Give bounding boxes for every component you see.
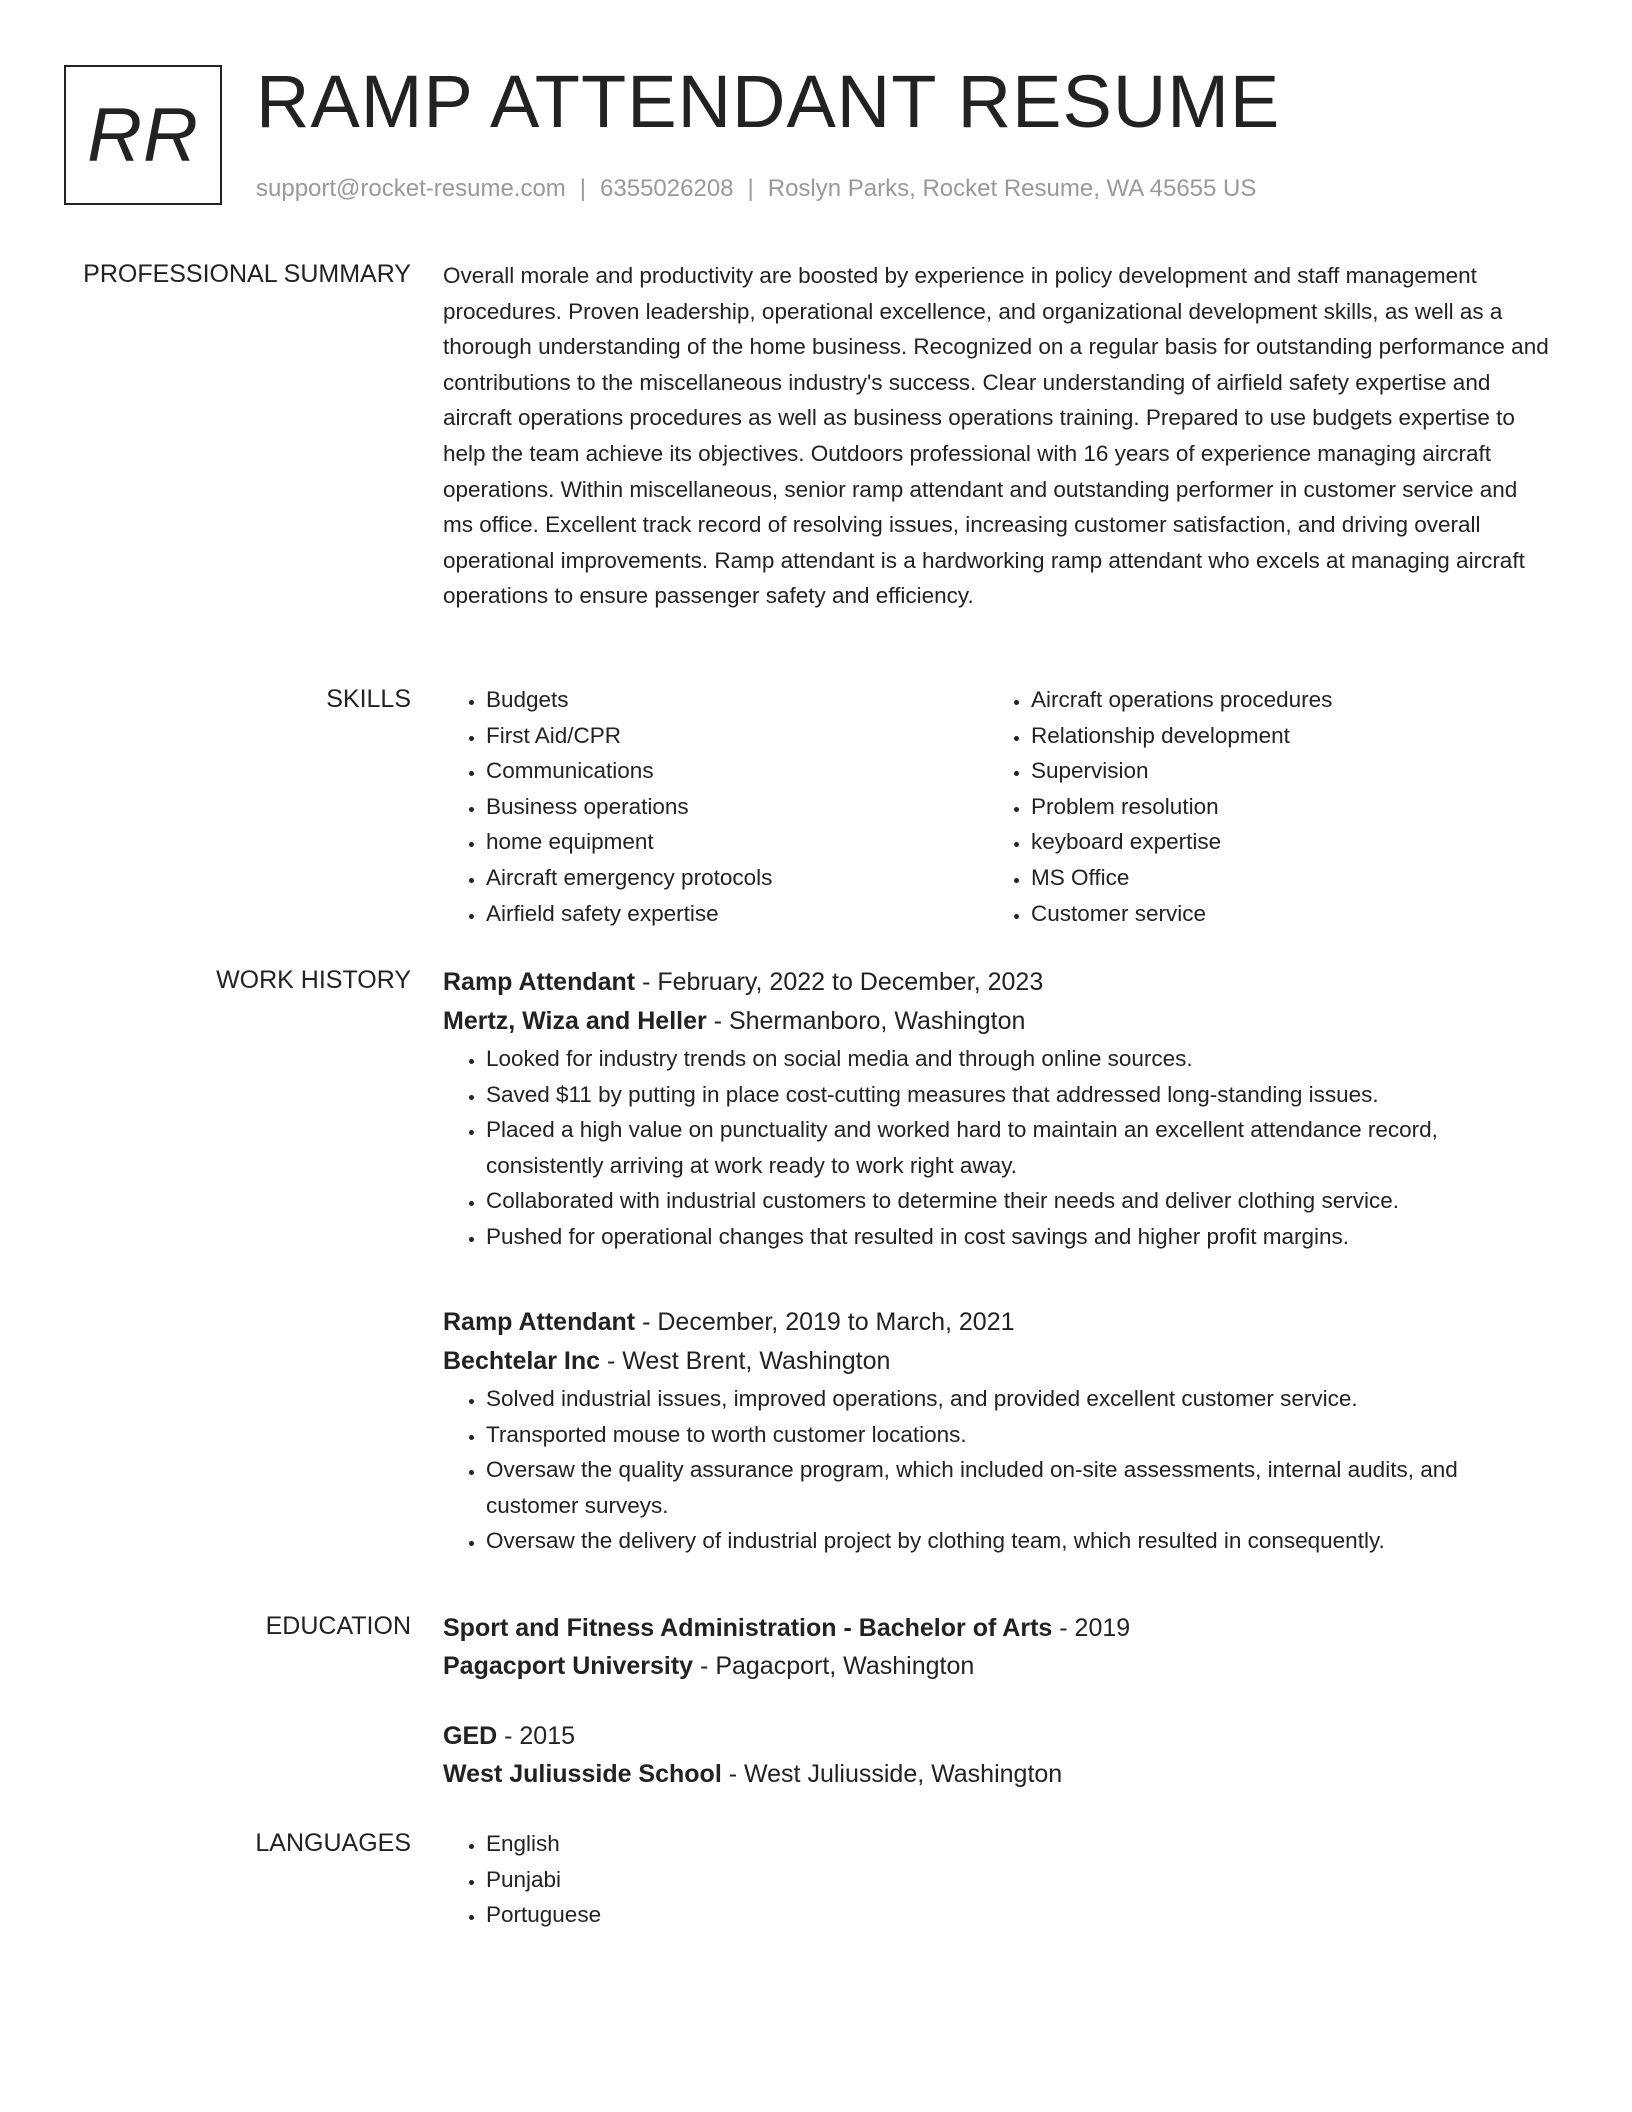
job-duty: • Oversaw the quality assurance program, which included on-site assessments, internal audits, and customer surveys. [486,1452,1553,1523]
contact-separator: | [579,175,587,202]
skills-list-left [443,682,988,931]
education-location: West Juliusside, Washington [744,1760,1063,1788]
education-school-line: West Juliusside School - West Juliusside, Washington [443,1760,1063,1788]
section-label-skills: SKILLS [326,685,411,713]
education-school: West Juliusside School [443,1760,722,1788]
skill-item: • Relationship development [1031,718,1533,754]
section-label-work-history: WORK HISTORY [216,966,411,994]
job-duty: • Pushed for operational changes that resulted in cost savings and higher profit margins. [486,1219,1553,1255]
page-title: RAMP ATTENDANT RESUME [256,60,1281,143]
skill-item: • keyboard expertise [1031,824,1533,860]
languages-body [443,1826,1553,1933]
job-company: Mertz, Wiza and Heller [443,1007,707,1035]
skill-item: • Airfield safety expertise [486,896,988,932]
job-entry [443,963,1553,1255]
job-duties-list [443,1041,1553,1255]
contact-email[interactable]: support@rocket-resume.com [256,175,566,202]
skill-item: • MS Office [1031,860,1533,896]
job-title-line: Ramp Attendant - December, 2019 to March, 2021 [443,1308,1015,1336]
summary-text: Overall morale and productivity are boosted by experience in policy development and staff management procedures. Proven leadership, operational excellence, and organizational development skills, as well as a thorough understanding of the home business. Recognized on a regular basis for outstanding performance and contributions to the miscellaneous industry's success. Clear understanding of airfield safety expertise and aircraft operations procedures as well as business operations training. Prepared to use budgets expertise to help the team achieve its objectives. Outdoors professional with 16 years of experience managing aircraft operations. Within miscellaneous, senior ramp attendant and outstanding performer in customer service and ms office. Excellent track record of resolving issues, increasing customer satisfaction, and driving overall operational improvements. Ramp attendant is a hardworking ramp attendant who excels at managing aircraft operations to ensure passenger safety and efficiency. [443,263,1549,609]
job-company-line: Bechtelar Inc - West Brent, Washington [443,1347,891,1375]
contact-phone[interactable]: 6355026208 [600,175,734,202]
skills-column-right [988,682,1533,931]
skill-item: • Aircraft operations procedures [1031,682,1533,718]
education-year: 2019 [1074,1614,1131,1642]
job-title: Ramp Attendant [443,1308,636,1336]
job-dates: February, 2022 to December, 2023 [657,968,1044,996]
education-location: Pagacport, Washington [715,1652,975,1680]
job-location: Shermanboro, Washington [728,1007,1026,1035]
section-label-languages: LANGUAGES [255,1829,411,1857]
skill-item: • Customer service [1031,896,1533,932]
skill-item: • First Aid/CPR [486,718,988,754]
skill-item: • Supervision [1031,753,1533,789]
job-company-line: Mertz, Wiza and Heller - Shermanboro, Washington [443,1007,1026,1035]
job-duty: • Solved industrial issues, improved operations, and provided excellent customer service. [486,1381,1553,1417]
language-item: • Portuguese [486,1897,1553,1933]
job-location: West Brent, Washington [622,1347,891,1375]
skills-body [443,682,1553,931]
skills-column-left [443,682,988,931]
work-history-body [443,963,1553,1554]
education-degree-line: Sport and Fitness Administration - Bachelor of Arts - 2019 [443,1614,1131,1642]
skill-item: • Aircraft emergency protocols [486,860,988,896]
education-year: 2015 [519,1722,576,1750]
job-title-line: Ramp Attendant - February, 2022 to December, 2023 [443,968,1044,996]
monogram-logo: RR [64,65,222,205]
education-degree: Sport and Fitness Administration - Bachelor of Arts [443,1614,1053,1642]
job-entry [443,1303,1553,1559]
education-entry [443,1717,1062,1793]
languages-list [443,1826,1553,1933]
job-duty: • Saved $11 by putting in place cost-cutting measures that addressed long-standing issues. [486,1077,1553,1113]
job-company: Bechtelar Inc [443,1347,601,1375]
language-item: • English [486,1826,1553,1862]
skill-item: • home equipment [486,824,988,860]
skill-item: • Business operations [486,789,988,825]
section-label-summary: PROFESSIONAL SUMMARY [83,260,411,288]
job-title: Ramp Attendant [443,968,636,996]
job-duty: • Collaborated with industrial customers to determine their needs and deliver clothing service. [486,1183,1553,1219]
job-duty: • Looked for industry trends on social media and through online sources. [486,1041,1553,1077]
skill-item: • Communications [486,753,988,789]
education-body [443,1609,1553,1788]
skill-item: • Problem resolution [1031,789,1533,825]
skills-list-right [988,682,1533,931]
job-duty: • Placed a high value on punctuality and worked hard to maintain an excellent attendance record, consistently arriving at work ready to work right away. [486,1112,1553,1183]
education-entry [443,1609,1553,1685]
section-label-education: EDUCATION [265,1612,411,1640]
job-dates: December, 2019 to March, 2021 [657,1308,1015,1336]
contact-line [256,174,1256,204]
contact-address: Roslyn Parks, Rocket Resume, WA 45655 US [767,175,1257,202]
job-duty: • Transported mouse to worth customer locations. [486,1417,1553,1453]
job-duties-list [443,1381,1553,1559]
education-school-line: Pagacport University - Pagacport, Washington [443,1652,975,1680]
contact-separator: | [747,175,754,202]
education-degree: GED [443,1722,498,1750]
summary-body [443,257,1553,614]
education-degree-line: GED - 2015 [443,1722,576,1750]
skill-item: • Budgets [486,682,988,718]
job-duty: • Oversaw the delivery of industrial project by clothing team, which resulted in consequently. [486,1523,1553,1559]
language-item: • Punjabi [486,1862,1553,1898]
education-school: Pagacport University [443,1652,694,1680]
